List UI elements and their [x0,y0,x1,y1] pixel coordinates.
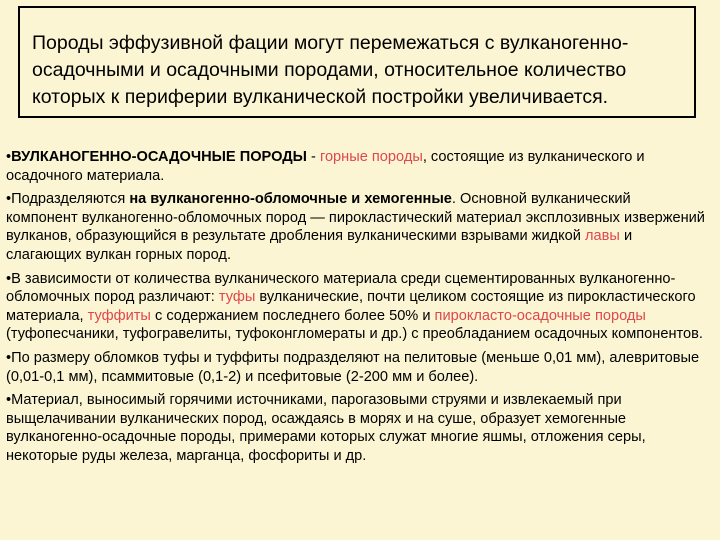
text: с содержанием последнего более 50% и [150,307,435,324]
bullet: • [6,349,12,366]
text: По размеру обломков туфы и туффиты подразделяют на пелитовые (меньше 0,01 мм), алевритовые (0,01-0,1 мм), псаммитовые (0,1-2) и псефитовые (2-200 мм и более). [6,349,700,385]
link-lava[interactable]: лавы [585,228,620,245]
term-subdivision: на вулканогенно-обломочные и хемогенные [129,191,452,208]
link-rocks[interactable]: горные породы [319,149,423,165]
term-volcanogenic-sedimentary: ВУЛКАНОГЕННО-ОСАДОЧНЫЕ ПОРОДЫ [11,149,307,165]
text: и слагающих вулкан горных пород. [6,228,633,263]
bullet: • [6,392,12,409]
text: , состоящие из вулканического и осадочного материала. [6,149,645,184]
paragraph-2 [6,190,706,264]
text: . Основной вулканический компонент вулканогенно-обломочных пород — пирокластический материал эксплозивных извержений вулканов, образующийся в результате дробления вулканическими взрывами жидкой [6,191,705,245]
paragraph-3 [6,270,706,344]
link-tuffites[interactable]: туффиты [87,307,151,324]
slide-title: Породы эффузивной фации могут перемежаться с вулканогенно-осадочными и осадочными породами, относительное количество которых к периферии вулканической постройки увеличивается. [32,32,629,108]
dash: - [306,149,320,165]
text: (туфопесчаники, туфогравелиты, туфоконгломераты и др.) с преобладанием осадочных компонентов. [6,326,703,343]
text: вулканические, почти целиком состоящие из пирокластического материала, [6,289,696,324]
bullet: • [6,191,12,208]
title-box [18,6,696,118]
content-body [6,148,706,471]
paragraph-4 [6,349,706,386]
link-pyroclastic-sedimentary[interactable]: пирокласто-осадочные породы [434,307,646,324]
bullet: • [6,149,12,165]
link-tuffs[interactable]: туфы [218,289,256,306]
text: Материал, выносимый горячими источниками, парогазовыми струями и извлекаемый при выщелачивании вулканических пород, осаждаясь в морях и на суше, образует хемогенные вулканогенно-осадочные породы, примерами которых служат многие яшмы, отложения серы, некоторые руды железа, марганца, фосфориты и др. [6,392,646,464]
paragraph-1 [6,148,706,185]
paragraph-5 [6,391,706,465]
bullet: • [6,270,12,287]
text: В зависимости от количества вулканического материала среди сцементированных вулканогенно-обломочных пород различают: [6,270,676,306]
text: Подразделяются [11,191,130,208]
